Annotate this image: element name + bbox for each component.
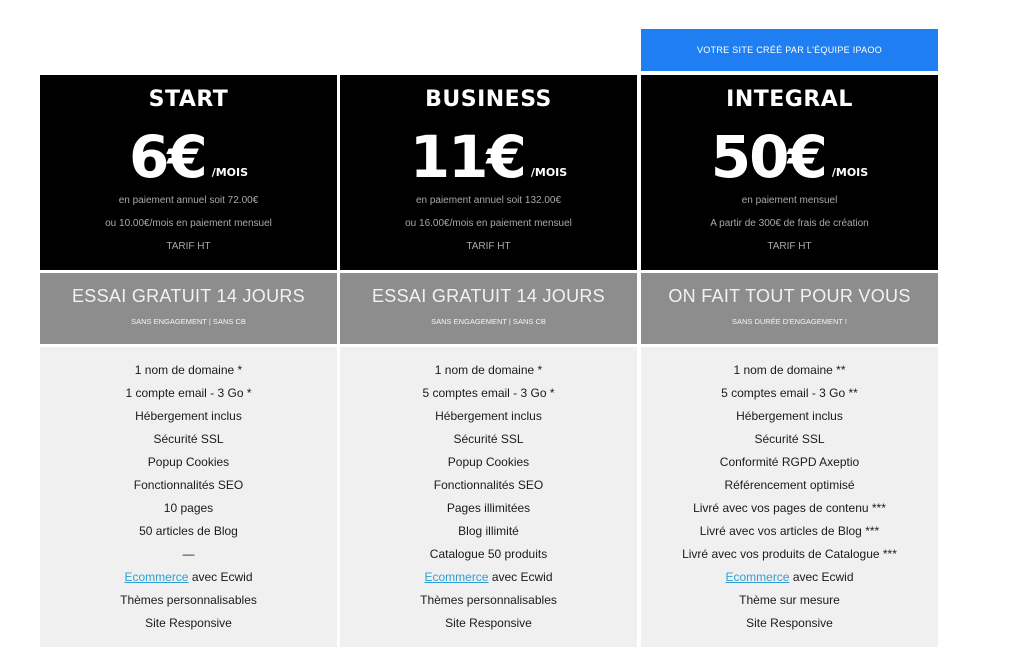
plan-card-integral	[641, 75, 938, 647]
plan-price: 6€	[128, 123, 206, 191]
trial-subtitle: SANS ENGAGEMENT | SANS CB	[131, 317, 246, 326]
price-period: /MOIS	[211, 166, 249, 179]
feature-item: 5 comptes email - 3 Go *	[422, 386, 555, 400]
price-note: en paiement annuel soit 132.00€	[415, 195, 562, 206]
feature-item: Livré avec vos pages de contenu ***	[693, 501, 886, 515]
price-note: ou 16.00€/mois en paiement mensuel	[405, 218, 572, 229]
trial-banner	[40, 273, 337, 344]
trial-subtitle: SANS ENGAGEMENT | SANS CB	[431, 317, 546, 326]
price-row	[340, 119, 637, 189]
feature-item: Livré avec vos articles de Blog ***	[699, 524, 880, 538]
ecommerce-link[interactable]: Ecommerce	[725, 570, 790, 584]
plan-card-business	[340, 75, 637, 647]
trial-title: ESSAI GRATUIT 14 JOURS	[372, 286, 605, 306]
ecommerce-text: avec Ecwid	[488, 570, 553, 584]
ecommerce-text: avec Ecwid	[188, 570, 253, 584]
price-note: A partir de 300€ de frais de création	[710, 218, 869, 229]
feature-item: Popup Cookies	[147, 455, 230, 469]
feature-list	[340, 347, 637, 647]
feature-item: Conformité RGPD Axeptio	[719, 455, 860, 469]
plan-price: 50€	[710, 123, 826, 191]
feature-item: Sécurité SSL	[153, 432, 224, 446]
feature-item: Hébergement inclus	[135, 409, 242, 423]
plan-header	[40, 75, 337, 270]
feature-item: Site Responsive	[445, 616, 532, 630]
price-note: en paiement mensuel	[741, 195, 838, 206]
plan-price: 11€	[409, 123, 525, 191]
ecommerce-link[interactable]: Ecommerce	[124, 570, 189, 584]
feature-item: 1 nom de domaine **	[733, 363, 846, 377]
price-note: TARIF HT	[166, 241, 211, 252]
price-row	[641, 119, 938, 189]
feature-item: Livré avec vos produits de Catalogue ***	[682, 547, 897, 561]
feature-item: Sécurité SSL	[754, 432, 825, 446]
feature-list	[641, 347, 938, 647]
feature-item: Thème sur mesure	[739, 593, 840, 607]
price-period: /MOIS	[530, 166, 568, 179]
price-row	[40, 119, 337, 189]
price-note: TARIF HT	[466, 241, 511, 252]
feature-item: 5 comptes email - 3 Go **	[721, 386, 858, 400]
trial-banner	[340, 273, 637, 344]
price-note: en paiement annuel soit 72.00€	[118, 195, 259, 206]
plan-name: START	[148, 87, 229, 112]
feature-item: 50 articles de Blog	[139, 524, 238, 538]
feature-item: Hébergement inclus	[736, 409, 843, 423]
feature-item: 1 nom de domaine *	[134, 363, 243, 377]
feature-item: Catalogue 50 produits	[429, 547, 548, 561]
feature-list	[40, 347, 337, 647]
trial-subtitle: SANS DURÉE D'ENGAGEMENT !	[731, 317, 848, 326]
feature-item-ecommerce	[641, 570, 938, 593]
feature-item: Site Responsive	[746, 616, 833, 630]
plan-name: INTEGRAL	[726, 87, 853, 112]
price-period: /MOIS	[831, 166, 869, 179]
trial-banner	[641, 273, 938, 344]
feature-item: —	[182, 547, 195, 561]
feature-item: Fonctionnalités SEO	[133, 478, 244, 492]
plan-header	[340, 75, 637, 270]
feature-item: Site Responsive	[145, 616, 232, 630]
feature-item-ecommerce	[40, 570, 337, 593]
feature-item: Référencement optimisé	[724, 478, 855, 492]
feature-item: 1 compte email - 3 Go *	[125, 386, 252, 400]
feature-item: Popup Cookies	[447, 455, 530, 469]
feature-item: Blog illimité	[458, 524, 519, 538]
feature-item: Pages illimitées	[446, 501, 531, 515]
feature-item-ecommerce	[340, 570, 637, 593]
plan-card-start	[40, 75, 337, 647]
trial-title: ESSAI GRATUIT 14 JOURS	[72, 286, 305, 306]
feature-item: Sécurité SSL	[453, 432, 524, 446]
feature-item: 1 nom de domaine *	[434, 363, 543, 377]
feature-item: Fonctionnalités SEO	[433, 478, 544, 492]
feature-item: 10 pages	[163, 501, 214, 515]
ecommerce-text: avec Ecwid	[789, 570, 854, 584]
feature-item: Thèmes personnalisables	[120, 593, 257, 607]
trial-title: ON FAIT TOUT POUR VOUS	[668, 286, 911, 306]
feature-item: Hébergement inclus	[435, 409, 542, 423]
feature-item: Thèmes personnalisables	[420, 593, 557, 607]
price-note: TARIF HT	[767, 241, 812, 252]
price-note: ou 10.00€/mois en paiement mensuel	[105, 218, 272, 229]
ecommerce-link[interactable]: Ecommerce	[424, 570, 489, 584]
plan-name: BUSINESS	[425, 87, 552, 112]
plan-header	[641, 75, 938, 270]
featured-ribbon: VOTRE SITE CRÉÉ PAR L'ÉQUIPE IPAOO	[641, 29, 938, 71]
